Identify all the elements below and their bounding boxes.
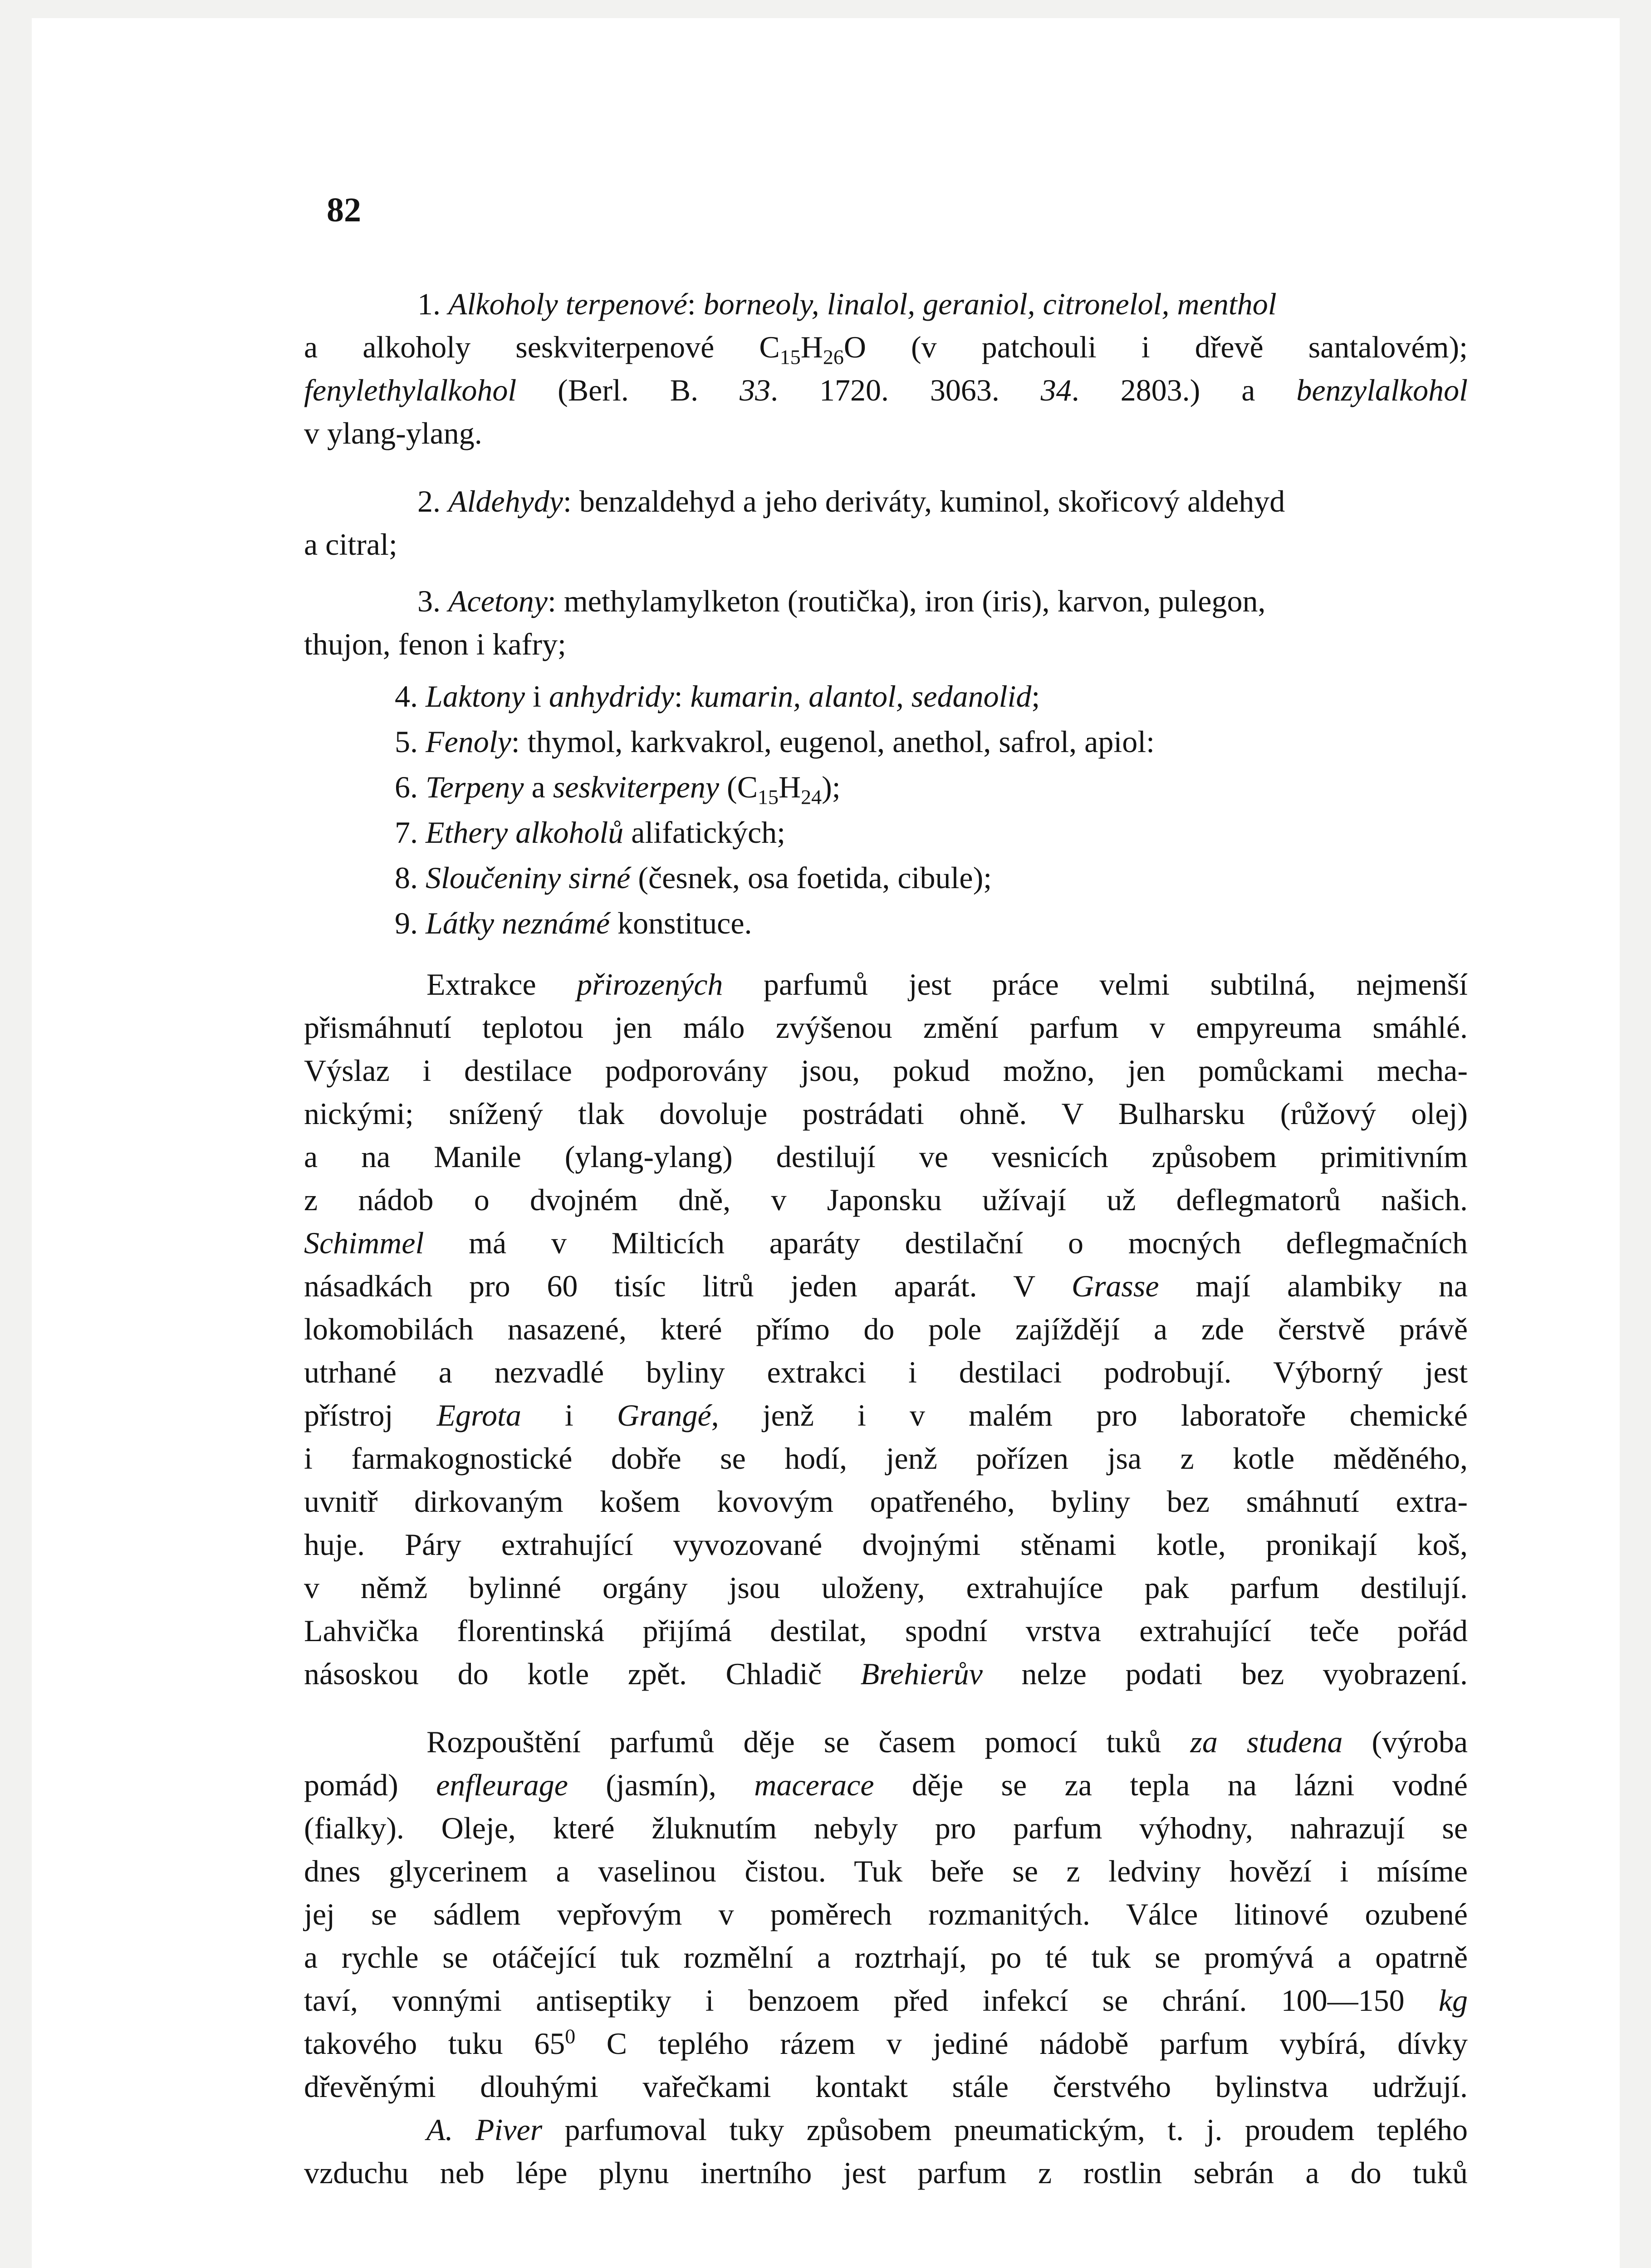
list-item-1-line <box>304 370 1468 411</box>
emphasis: přirozených <box>577 967 723 1002</box>
paragraph-1-line: utrhané a nezvadlé byliny extrakci i destilaci podrobují. Výborný jest <box>304 1355 1468 1389</box>
subscript: 15 <box>779 345 801 369</box>
list-item-5 <box>395 721 1468 762</box>
paragraph-1-line <box>304 1395 1468 1436</box>
text: parfumů jest práce velmi subtilná, nejmenší <box>723 967 1468 1002</box>
name: Schimmel <box>304 1226 424 1260</box>
term: fenylethylalkohol <box>304 373 517 407</box>
emphasis: za studena <box>1190 1725 1343 1759</box>
term: Ethery alkoholů <box>426 815 624 850</box>
paragraph-1-line: i farmakognostické dobře se hodí, jenž pořízen jsa z kotle měděného, <box>304 1441 1468 1476</box>
text: pomád) <box>304 1768 436 1802</box>
page-sheet <box>32 18 1620 2268</box>
paragraph-1-line: lokomobilách nasazené, které přímo do pole zajíždějí a zde čerstvě právě <box>304 1312 1468 1346</box>
text: parfumoval tuky způsobem pneumatickým, t. j. proudem teplého <box>542 2112 1468 2147</box>
item-number: 8. <box>395 860 418 895</box>
item-number: 1. <box>417 287 441 321</box>
text: H <box>800 330 823 364</box>
paragraph-1-line: a na Manile (ylang-ylang) destilují ve vesnicích způsobem primitivním <box>304 1139 1468 1174</box>
text: : thymol, karkvakrol, eugenol, anethol, safrol, apiol: <box>511 724 1155 759</box>
paragraph-1-line: uvnitř dirkovaným košem kovovým opatřeného, byliny bez smáhnutí extra- <box>304 1484 1468 1519</box>
term: Alkoholy terpenové <box>448 287 687 321</box>
text: . 2803.) a <box>1071 373 1297 407</box>
item-number: 6. <box>395 770 418 804</box>
text: Extrakce <box>426 967 577 1002</box>
list-item-2 <box>417 481 1468 522</box>
paragraph-1-line <box>304 1222 1468 1263</box>
subscript: 24 <box>801 785 822 809</box>
list-item-4 <box>395 676 1468 717</box>
text: násoskou do kotle zpět. Chladič <box>304 1657 861 1691</box>
text: (česnek, osa foetida, cibule); <box>630 860 992 895</box>
paragraph-1-line <box>304 1653 1468 1694</box>
name: Brehierův <box>860 1657 983 1691</box>
name: Egrota <box>436 1398 521 1432</box>
term: borneoly, linalol, geraniol, citronelol, menthol <box>703 287 1277 321</box>
list-item-6 <box>395 767 1468 807</box>
text: , jenž i v malém pro laboratoře chemické <box>711 1398 1468 1432</box>
paragraph-1-line: v němž bylinné orgány jsou uloženy, extrahujíce pak parfum destilují. <box>304 1570 1468 1605</box>
term: Aldehydy <box>448 484 563 518</box>
list-item-1-line: v ylang-ylang. <box>304 416 482 450</box>
term: seskviterpeny <box>553 770 720 804</box>
list-item-7 <box>395 812 1468 853</box>
page-number: 82 <box>327 191 361 229</box>
name: A. Piver <box>426 2112 543 2147</box>
list-item-1-line <box>304 327 1468 367</box>
text: C teplého rázem v jediné nádobě parfum vybírá, dívky <box>575 2026 1468 2061</box>
paragraph-1-line: z nádob o dvojném dně, v Japonsku užívají už deflegmatorů našich. <box>304 1183 1468 1217</box>
paragraph-2-line <box>426 1721 1468 1762</box>
paragraph-2-line <box>304 2023 1468 2064</box>
paragraph-2-line <box>304 1765 1468 1805</box>
emphasis: enfleurage <box>436 1768 568 1802</box>
text: mají alambiky na <box>1159 1269 1468 1303</box>
text: alifatických; <box>623 815 786 850</box>
item-number: 3. <box>417 584 441 618</box>
text: násadkách pro 60 tisíc litrů jeden aparát. V <box>304 1269 1072 1303</box>
term: Laktony <box>426 679 525 714</box>
list-item-3-line: thujon, fenon i kafry; <box>304 627 566 661</box>
text: konstituce. <box>610 906 752 940</box>
subscript: 26 <box>823 345 844 369</box>
term: Fenoly <box>426 724 511 759</box>
text: a alkoholy seskviterpenové C <box>304 330 780 364</box>
paragraph-2-line: dnes glycerinem a vaselinou čistou. Tuk beře se z ledviny hovězí i mísíme <box>304 1854 1468 1888</box>
text: má v Milticích aparáty destilační o mocných deflegmačních <box>424 1226 1468 1260</box>
text: : methylamylketon (routička), iron (iris), karvon, pulegon, <box>547 584 1266 618</box>
item-number: 5. <box>395 724 418 759</box>
list-item-3 <box>417 581 1468 621</box>
paragraph-1-line: Výslaz i destilace podporovány jsou, pokud možno, jen pomůckami mecha- <box>304 1053 1468 1088</box>
text: takového tuku 65 <box>304 2026 565 2061</box>
paragraph-2-line: dřevěnými dlouhými vařečkami kontakt stále čerstvého bylinstva udržují. <box>304 2069 1468 2104</box>
text: a <box>524 770 553 804</box>
text: : <box>674 679 691 714</box>
text: . 1720. 3063. <box>770 373 1041 407</box>
term: benzylalkohol <box>1296 373 1468 407</box>
text: : benzaldehyd a jeho deriváty, kuminol, skořicový aldehyd <box>563 484 1285 518</box>
text: (C <box>719 770 758 804</box>
paragraph-2-line <box>426 2109 1468 2150</box>
paragraph-1-line: nickými; snížený tlak dovoluje postrádati ohně. V Bulharsku (růžový olej) <box>304 1096 1468 1131</box>
paragraph-2-line: (fialky). Oleje, které žluknutím nebyly pro parfum výhodny, nahrazují se <box>304 1811 1468 1845</box>
item-number: 4. <box>395 679 418 714</box>
term: Acetony <box>448 584 548 618</box>
item-number: 9. <box>395 906 418 940</box>
list-item-8 <box>395 857 1468 898</box>
list-item-1 <box>417 284 1468 324</box>
text: nelze podati bez vyobrazení. <box>982 1657 1468 1691</box>
superscript: 0 <box>565 2024 576 2048</box>
paragraph-1-line <box>304 1266 1468 1306</box>
name: Grasse <box>1071 1269 1159 1303</box>
term: kumarin, alantol, sedanolid <box>690 679 1032 714</box>
volume: 34 <box>1040 373 1072 407</box>
unit: kg <box>1438 1983 1468 2018</box>
paragraph-1-line <box>426 964 1468 1005</box>
name: Grangé <box>617 1398 711 1432</box>
emphasis: macerace <box>754 1768 874 1802</box>
text: (jasmín), <box>568 1768 754 1802</box>
paragraph-2-line <box>304 1980 1468 2021</box>
item-number: 7. <box>395 815 418 850</box>
item-number: 2. <box>417 484 441 518</box>
term: Látky neznámé <box>426 906 610 940</box>
text: Rozpouštění parfumů děje se časem pomocí tuků <box>426 1725 1190 1759</box>
paragraph-1-line: huje. Páry extrahující vyvozované dvojnými stěnami kotle, pronikají koš, <box>304 1527 1468 1562</box>
subscript: 15 <box>758 785 779 809</box>
text: H <box>779 770 801 804</box>
text: (Berl. B. <box>516 373 740 407</box>
paragraph-1-line: přismáhnutí teplotou jen málo zvýšenou změní parfum v empyreuma smáhlé. <box>304 1010 1468 1045</box>
paragraph-2-line: vzduchu neb lépe plynu inertního jest parfum z rostlin sebrán a do tuků <box>304 2156 1468 2190</box>
term: Terpeny <box>426 770 524 804</box>
volume: 33 <box>740 373 771 407</box>
text: (výroba <box>1342 1725 1468 1759</box>
term: anhydridy <box>549 679 674 714</box>
text: i <box>521 1398 617 1432</box>
text: taví, vonnými antiseptiky i benzoem před infekcí se chrání. 100—150 <box>304 1983 1439 2018</box>
text: děje se za tepla na lázni vodné <box>874 1768 1468 1802</box>
text: ; <box>1031 679 1040 714</box>
text: O (v patchouli i dřevě santalovém); <box>843 330 1468 364</box>
term: Sloučeniny sirné <box>426 860 631 895</box>
paragraph-2-line: jej se sádlem vepřovým v poměrech rozmanitých. Válce litinové ozubené <box>304 1897 1468 1931</box>
list-item-9 <box>395 903 1468 943</box>
paragraph-1-line: Lahvička florentinská přijímá destilat, spodní vrstva extrahující teče pořád <box>304 1613 1468 1648</box>
paragraph-2-line: a rychle se otáčející tuk rozmělní a roztrhají, po té tuk se promývá a opatrně <box>304 1940 1468 1975</box>
text: i <box>525 679 549 714</box>
list-item-2-line: a citral; <box>304 527 397 562</box>
text: : <box>687 287 704 321</box>
text: ); <box>822 770 841 804</box>
text: přístroj <box>304 1398 437 1432</box>
